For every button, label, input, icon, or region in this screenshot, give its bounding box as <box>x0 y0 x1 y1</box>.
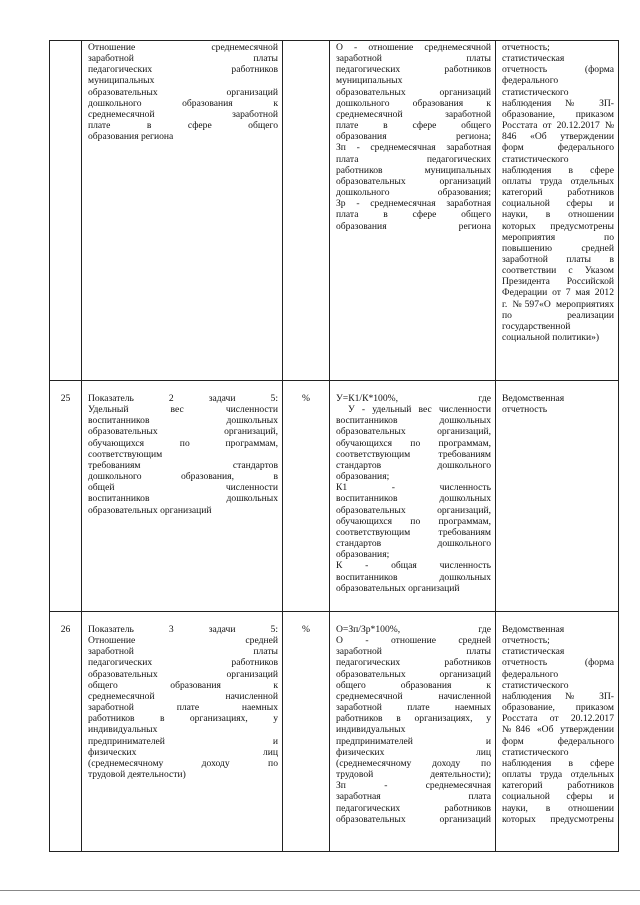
text-line: образовательных организаций <box>336 813 491 825</box>
text-line: образовательных организаций <box>88 86 278 98</box>
table-row <box>50 41 619 381</box>
unit-cell: % <box>283 381 330 612</box>
text-line: Ведомственная <box>502 624 565 635</box>
text-line: заработной платы в <box>502 253 614 265</box>
text-line: образования; <box>336 471 390 483</box>
formula-cell <box>330 41 496 381</box>
text-line: педагогических работников <box>336 64 491 76</box>
text-line: категорий работников <box>502 780 614 792</box>
text-line: образовательных организаций <box>88 668 278 680</box>
text-line: социальной политики») <box>502 332 600 344</box>
text-line: (среднемесячному доходу по <box>336 757 491 769</box>
text-line: соответствующим требованиям <box>336 448 491 460</box>
page-bottom-rule <box>0 890 640 891</box>
text-line: отчетность <box>502 404 548 416</box>
text-line: соответствии с Указом <box>502 265 614 277</box>
text-line: соответствующим требованиям <box>336 526 491 538</box>
unit-cell: % <box>283 612 330 852</box>
indicator-name-cell <box>82 612 283 852</box>
text-line: требованиям стандартов <box>88 459 278 471</box>
indicator-name-cell <box>82 381 283 612</box>
text-line: образования региона <box>88 131 174 143</box>
text-line: Зп - среднемесячная <box>336 780 491 792</box>
text-line: педагогических работников <box>88 64 278 76</box>
text-line: мероприятия по <box>502 231 614 243</box>
text-line: наблюдения № ЗП- <box>502 690 614 702</box>
text-line: социальной сферы и <box>502 198 614 210</box>
text-line: среднемесячной начисленной <box>88 690 278 702</box>
text-line: воспитанников дошкольных <box>336 493 491 505</box>
text-line: плата педагогических <box>336 153 491 165</box>
text-line: заработной платы <box>88 53 278 65</box>
source-cell <box>496 381 619 612</box>
formula-cell <box>330 381 496 612</box>
text-line: которых предусмотрены <box>502 220 614 232</box>
source-cell <box>496 612 619 852</box>
text-line: форм федерального <box>502 142 614 154</box>
text-line: Федерации от 7 мая 2012 <box>502 287 614 299</box>
text-line: дошкольного образования к <box>88 97 278 109</box>
text-line: статистическая <box>502 646 565 658</box>
text-line: обучающихся по программам, <box>88 437 278 449</box>
text-line: О - отношение средней <box>336 635 491 647</box>
text-line: педагогических работников <box>336 802 491 814</box>
source-cell <box>496 41 619 381</box>
text-line: работников муниципальных <box>336 164 491 176</box>
text-line: Удельный вес численности <box>88 404 278 416</box>
text-line: государственной <box>502 320 571 332</box>
text-line: К1 - численность <box>336 482 491 494</box>
text-line: образовательных организаций, <box>336 504 491 516</box>
text-line: статистического <box>502 153 569 165</box>
text-line: отчетность (форма <box>502 657 614 669</box>
text-line: федерального <box>502 668 559 680</box>
text-line: статистического <box>502 86 569 98</box>
indicator-name-cell <box>82 41 283 381</box>
text-line: Показатель 2 задачи 5: <box>88 393 278 404</box>
text-line: заработной платы <box>336 53 491 65</box>
text-line: дошкольного образования; <box>336 187 491 199</box>
text-line: среднемесячной заработной <box>336 108 491 120</box>
text-line: работников в организациях, у <box>336 713 491 725</box>
text-line: образования региона; <box>336 131 491 143</box>
text-line: Зп - среднемесячная заработная <box>336 142 491 154</box>
text-line: заработной плате наемных <box>336 702 491 714</box>
text-line: г. №597«О мероприятиях <box>502 298 614 310</box>
text-line: У=К1/К*100%, где <box>336 393 491 404</box>
text-line: Ведомственная <box>502 393 565 404</box>
text-line: плата в сфере общего <box>336 209 491 221</box>
text-line: Росстата от 20.12.2017 <box>502 713 614 725</box>
text-line: форм федерального <box>502 735 614 747</box>
text-line: 846 «Об утверждении <box>502 131 614 143</box>
text-line: дошкольного образования, в <box>88 471 278 483</box>
text-line: стандартов дошкольного <box>336 538 491 550</box>
text-line: среднемесячной заработной <box>88 108 278 120</box>
text-line: отчетность; <box>502 42 550 53</box>
text-line: обучающихся по программам, <box>336 515 491 527</box>
text-line: стандартов дошкольного <box>336 459 491 471</box>
text-line: К - общая численность <box>336 560 491 572</box>
table-row <box>50 381 619 612</box>
text-line: общего образования к <box>88 679 278 691</box>
formula-cell <box>330 612 496 852</box>
text-line: образовательных организаций, <box>88 426 278 438</box>
text-line: общего образования к <box>336 679 491 691</box>
text-line: индивидуальных <box>336 724 406 736</box>
text-line: статистическая <box>502 53 565 65</box>
text-line: Отношение средней <box>88 635 278 647</box>
text-line: физических лиц <box>88 746 278 758</box>
text-line: категорий работников <box>502 187 614 199</box>
text-line: воспитанников дошкольных <box>88 493 278 505</box>
text-line: образовательных организаций <box>336 582 460 594</box>
text-line: оплаты труда отдельных <box>502 175 614 187</box>
text-line: педагогических работников <box>88 657 278 669</box>
text-line: плате в сфере общего <box>88 120 278 132</box>
text-line: О=Зп/Зр*100%, где <box>336 624 491 635</box>
text-line: муниципальных <box>336 75 403 87</box>
text-line: статистического <box>502 679 569 691</box>
text-line: общей численности <box>88 482 278 494</box>
text-line: науки, в отношении <box>502 209 614 221</box>
text-line: статистического <box>502 746 569 758</box>
text-line: социальной сферы и <box>502 791 614 803</box>
table-row <box>50 612 619 852</box>
text-line: Показатель 3 задачи 5: <box>88 624 278 635</box>
text-line: работников в организациях, у <box>88 713 278 725</box>
text-line: образования; <box>336 549 390 561</box>
text-line: наблюдения № ЗП- <box>502 97 614 109</box>
text-line: воспитанников дошкольных <box>336 571 491 583</box>
text-line: образовательных организаций <box>336 175 491 187</box>
text-line: педагогических работников <box>336 657 491 669</box>
text-line: образовательных организаций <box>336 668 491 680</box>
text-line: Зр - среднемесячная заработная <box>336 198 491 210</box>
text-line: №846 «Об утверждении <box>502 724 614 736</box>
text-line: по реализации <box>502 309 614 321</box>
text-line: предпринимателей и <box>336 735 491 747</box>
text-line: индивидуальных <box>88 724 158 736</box>
text-line: дошкольного образования к <box>336 97 491 109</box>
text-line: оплаты труда отдельных <box>502 769 614 781</box>
text-line: У - удельный вес численности <box>348 404 491 416</box>
row-number: 26 <box>50 612 82 852</box>
text-line: образование, приказом <box>502 702 614 714</box>
text-line: заработная плата <box>336 791 491 803</box>
text-line: наблюдения в сфере <box>502 164 614 176</box>
text-line: физических лиц <box>336 746 491 758</box>
text-line: (среднемесячному доходу по <box>88 757 278 769</box>
text-line: отчетность; <box>502 635 550 647</box>
text-line: повышению средней <box>502 242 614 254</box>
text-line: обучающихся по программам, <box>336 437 491 449</box>
text-line: Отношение среднемесячной <box>88 42 278 53</box>
text-line: соответствующим <box>88 448 163 460</box>
text-line: образование, приказом <box>502 108 614 120</box>
row-number: 25 <box>50 381 82 612</box>
text-line: воспитанников дошкольных <box>336 415 491 427</box>
text-line: заработной платы <box>336 646 491 658</box>
unit-cell <box>283 41 330 381</box>
text-line: плате в сфере общего <box>336 120 491 132</box>
text-line: образовательных организаций, <box>336 426 491 438</box>
text-line: О - отношение среднемесячной <box>336 42 491 53</box>
text-line: науки, в отношении <box>502 802 614 814</box>
text-line: образования региона <box>336 220 491 232</box>
text-line: трудовой деятельности); <box>336 769 491 781</box>
text-line: Президента Российской <box>502 276 614 288</box>
text-line: Росстата от 20.12.2017 № <box>502 120 614 132</box>
text-line: которых предусмотрены <box>502 813 614 825</box>
text-line: заработной платы <box>88 646 278 658</box>
text-line: муниципальных <box>88 75 155 87</box>
indicators-table <box>49 40 619 852</box>
text-line: образовательных организаций <box>88 504 212 516</box>
text-line: федерального <box>502 75 559 87</box>
text-line: заработной плате наемных <box>88 702 278 714</box>
text-line: отчетность (форма <box>502 64 614 76</box>
text-line: наблюдения в сфере <box>502 757 614 769</box>
text-line: среднемесячной начисленной <box>336 690 491 702</box>
text-line: воспитанников дошкольных <box>88 415 278 427</box>
text-line: образовательных организаций <box>336 86 491 98</box>
text-line: трудовой деятельности) <box>88 769 186 781</box>
text-line: предпринимателей и <box>88 735 278 747</box>
row-number <box>50 41 82 381</box>
